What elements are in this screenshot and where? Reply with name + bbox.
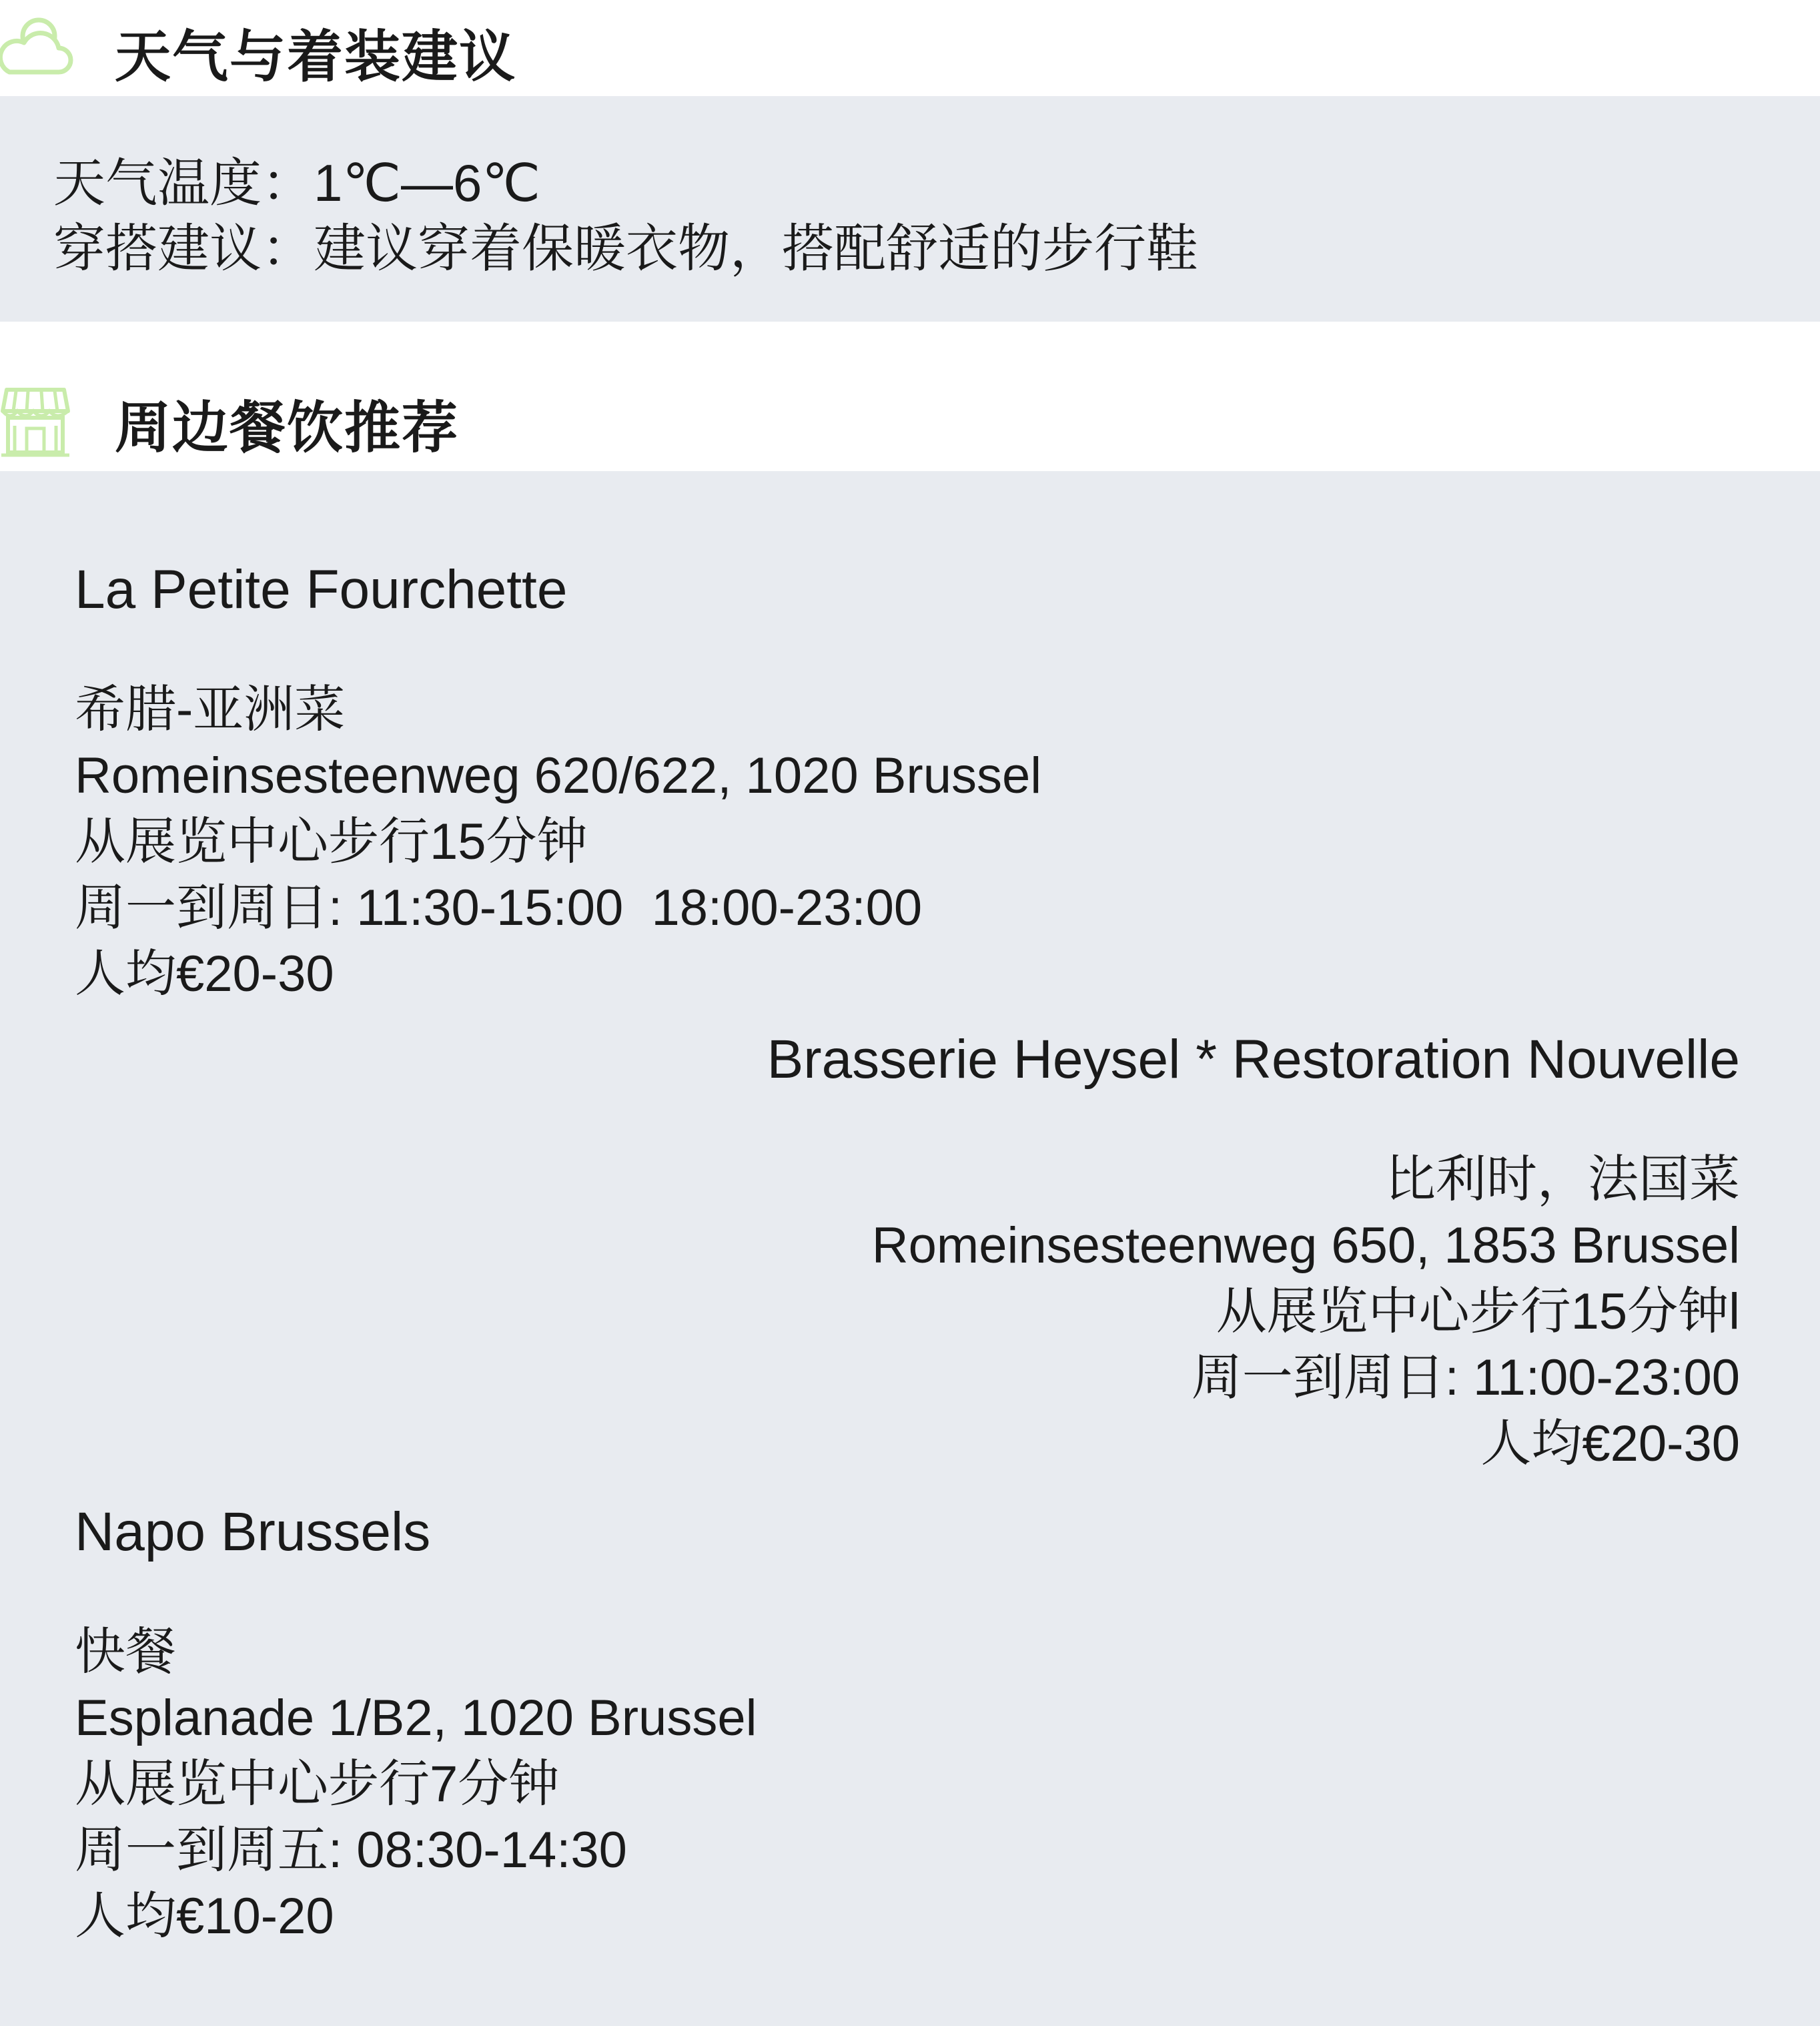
weather-section-title: 天气与着装建议 <box>115 25 517 88</box>
restaurant-name: Brasserie Heysel * Restoration Nouvelle <box>767 1029 1740 1090</box>
restaurant-hours: 周一到周日: 11:30-15:00 18:00-23:00 <box>75 880 923 936</box>
dining-section-title: 周边餐饮推荐 <box>115 396 460 459</box>
restaurant-cuisine: 快餐 <box>75 1624 176 1680</box>
weather-section-header <box>0 0 1820 96</box>
restaurant-price: 人均€20-30 <box>1480 1415 1740 1472</box>
restaurant-name: La Petite Fourchette <box>75 559 568 620</box>
cloud-sun-icon <box>0 11 73 77</box>
restaurant-walk-time: 从展览中心步行7分钟 <box>75 1756 560 1812</box>
restaurant-walk-time: 从展览中心步行15分钟l <box>1216 1283 1740 1340</box>
restaurant-price: 人均€10-20 <box>75 1888 334 1945</box>
dining-panel <box>0 471 1820 2026</box>
restaurant-hours: 周一到周五: 08:30-14:30 <box>75 1822 627 1879</box>
restaurant-walk-time: 从展览中心步行15分钟 <box>75 813 588 870</box>
dining-section-header <box>0 371 1820 471</box>
restaurant-address: Romeinsesteenweg 620/622, 1020 Brussel <box>75 747 1042 804</box>
clothing-advice-text: 穿搭建议：建议穿着保暖衣物，搭配舒适的步行鞋 <box>53 219 1199 278</box>
restaurant-card <box>75 1499 1740 1949</box>
restaurant-price: 人均€20-30 <box>75 946 334 1002</box>
restaurant-address: Romeinsesteenweg 650, 1853 Brussel <box>871 1217 1740 1274</box>
restaurant-card <box>75 1026 1740 1477</box>
restaurant-address: Esplanade 1/B2, 1020 Brussel <box>75 1690 757 1746</box>
restaurant-cuisine: 希腊-亚洲菜 <box>75 681 346 738</box>
restaurant-card <box>75 557 1740 1007</box>
restaurant-hours: 周一到周日: 11:00-23:00 <box>1191 1349 1740 1406</box>
restaurant-name: Napo Brussels <box>75 1501 431 1562</box>
restaurant-cuisine: 比利时，法国菜 <box>1385 1151 1740 1208</box>
weather-panel <box>0 96 1820 322</box>
temperature-text: 天气温度：1℃—6℃ <box>53 153 540 212</box>
storefront-icon <box>0 384 71 458</box>
